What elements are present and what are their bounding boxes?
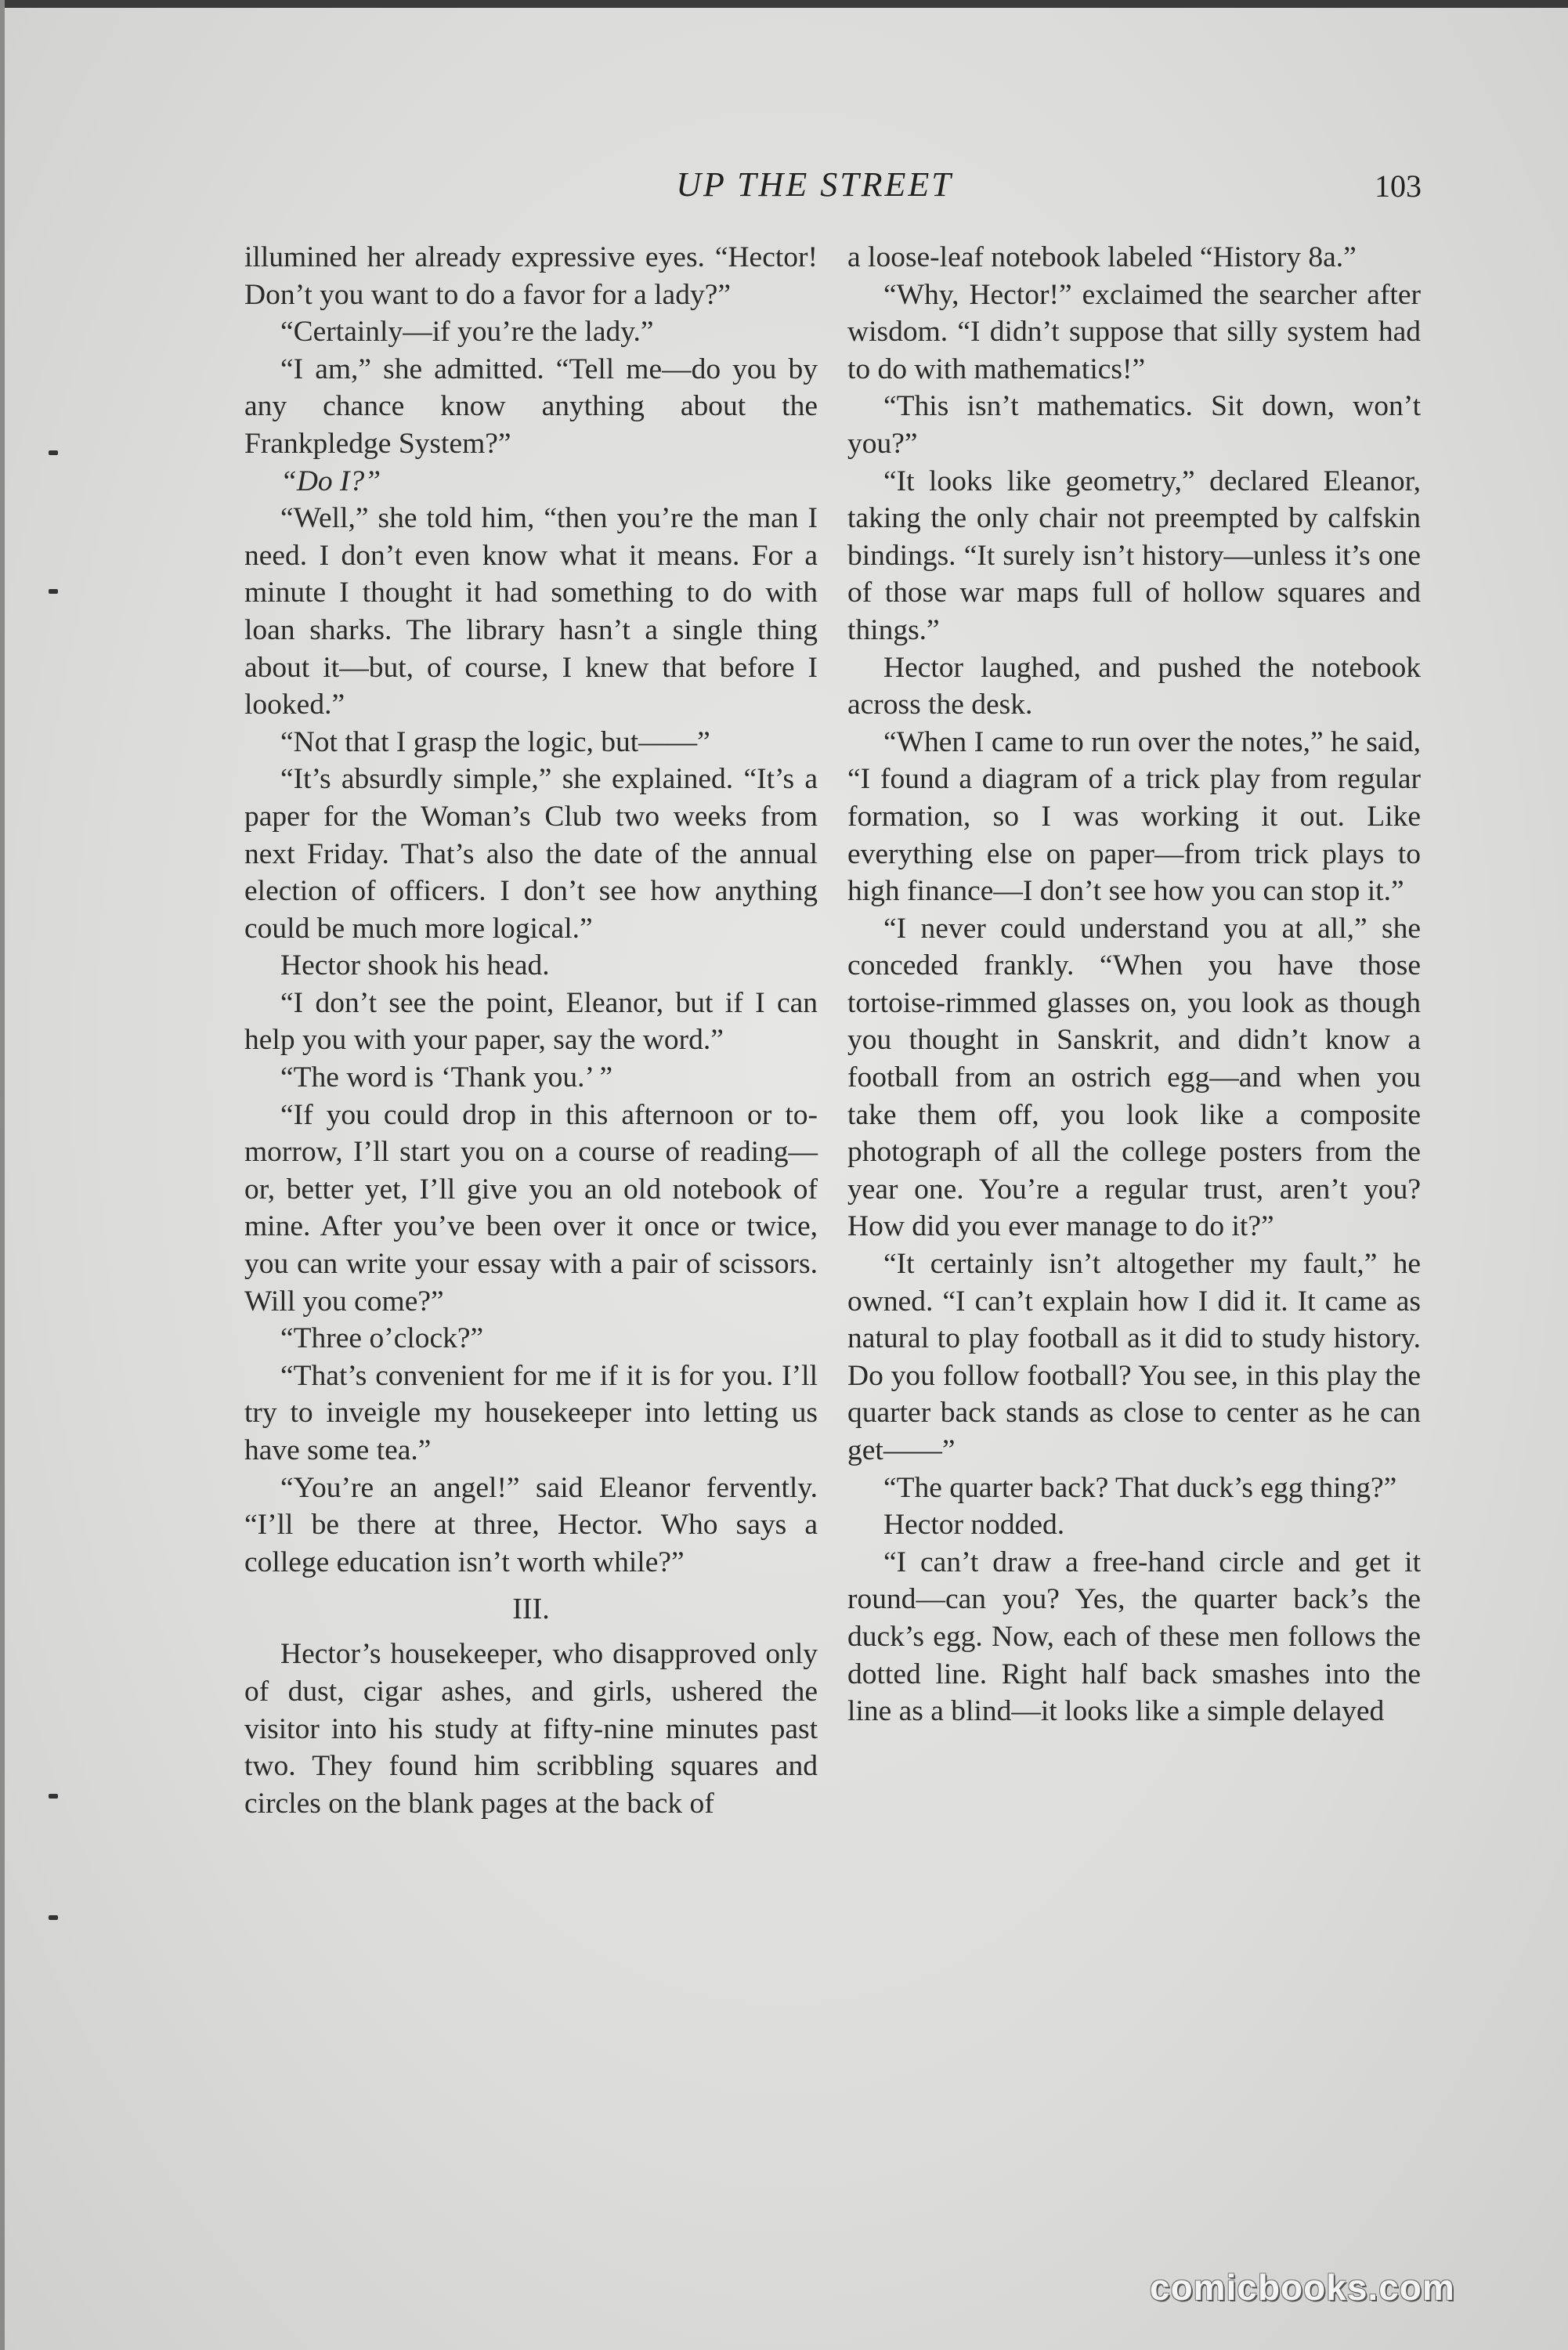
paragraph: “Do I?”: [280, 465, 381, 497]
paragraph: “I can’t draw a free-hand circle and get it round—can you? Yes, the quarter back’s the duck’s egg. Now, each of these men follows the dotted line. Right half back smashes into the line as a blind—it looks like a simple delayed: [847, 1546, 1421, 1728]
paragraph: “I am,” she admitted. “Tell me—do you by any chance know anything about the Frankpledge System?”: [244, 352, 818, 460]
paragraph: a loose-leaf notebook labeled “History 8a.”: [847, 241, 1357, 273]
right-column: [847, 239, 1421, 1730]
paragraph: Hector laughed, and pushed the notebook across the desk.: [847, 651, 1421, 721]
paragraph: “Well,” she told him, “then you’re the man I need. I don’t even know what it means. For a minute I thought it had something to do with loan sharks. The library hasn’t a single thing about it—but, of course, I knew that before I looked.”: [244, 502, 818, 721]
paragraph: Hector nodded.: [883, 1509, 1065, 1542]
binding-hole-mark: [49, 1794, 58, 1799]
paragraph: “If you could drop in this afternoon or to-morrow, I’ll start you on a course of reading—or, better yet, I’ll give you an old notebook of mine. After you’ve been over it once or twice, you can write your essay with a pair of scissors. Will you come?”: [244, 1098, 818, 1318]
paragraph: “Not that I grasp the logic, but——”: [280, 725, 710, 758]
scan-edge-top: [0, 0, 1568, 8]
paragraph: “When I came to run over the notes,” he said, “I found a diagram of a trick play from regular formation, so I was working it out. Like everything else on paper—from trick plays to high finance—I don’t see how you can stop it.”: [847, 725, 1421, 908]
site-watermark: comicbooks.com: [1150, 2267, 1455, 2308]
running-title: UP THE STREET: [676, 165, 953, 204]
binding-hole-mark: [49, 589, 58, 594]
paragraph: “Why, Hector!” exclaimed the searcher after wisdom. “I didn’t suppose that silly system had to do with mathematics!”: [847, 278, 1421, 385]
binding-hole-mark: [49, 450, 58, 455]
section-heading: III.: [512, 1593, 550, 1626]
left-column: [244, 239, 818, 1822]
paragraph: “The quarter back? That duck’s egg thing?”: [883, 1471, 1397, 1504]
paragraph: “This isn’t mathematics. Sit down, won’t you?”: [847, 390, 1421, 460]
paragraph: “You’re an angel!” said Eleanor fervently. “I’ll be there at three, Hector. Who says a college education isn’t worth while?”: [244, 1471, 818, 1578]
paragraph: “I don’t see the point, Eleanor, but if I can help you with your paper, say the word.”: [244, 986, 818, 1057]
paragraph: Hector shook his head.: [280, 949, 550, 982]
binding-hole-mark: [49, 1915, 58, 1920]
paragraph: “Three o’clock?”: [280, 1322, 484, 1355]
paragraph: Hector’s housekeeper, who disapproved only of dust, cigar ashes, and girls, ushered the visitor into his study at fifty-nine minutes past two. They found him scribbling squares and circles on the blank pages at the back of: [244, 1638, 818, 1820]
paragraph: “I never could understand you at all,” she conceded frankly. “When you have those tortoise-rimmed glasses on, you look as though you thought in Sanskrit, and didn’t know a football from an ostrich egg—and when you take them off, you look like a composite photograph of all the college posters from the year one. You’re a regular trust, aren’t you? How did you ever manage to do it?”: [847, 912, 1421, 1243]
paragraph: “It’s absurdly simple,” she explained. “It’s a paper for the Woman’s Club two weeks from next Friday. That’s also the date of the annual election of officers. I don’t see how anything could be much more logical.”: [244, 763, 818, 945]
scan-edge-left: [0, 0, 5, 2350]
paragraph: “It certainly isn’t altogether my fault,” he owned. “I can’t explain how I did it. It came as natural to play football as it did to study history. Do you follow football? You see, in this play the quarter back stands as close to center as he can get——”: [847, 1248, 1421, 1466]
paragraph: “It looks like geometry,” declared Eleanor, taking the only chair not preempted by calfskin bindings. “It surely isn’t history—unless it’s one of those war maps full of hollow squares and things.”: [847, 465, 1421, 646]
page-number: 103: [1375, 168, 1422, 204]
paragraph: “The word is ‘Thank you.’ ”: [280, 1061, 613, 1094]
page-header: [0, 164, 1568, 212]
paragraph: illumined her already expressive eyes. “Hector! Don’t you want to do a favor for a lady?”: [244, 241, 818, 311]
paragraph: “Certainly—if you’re the lady.”: [280, 316, 654, 349]
paragraph: “That’s convenient for me if it is for you. I’ll try to inveigle my housekeeper into letting us have some tea.”: [244, 1359, 818, 1466]
